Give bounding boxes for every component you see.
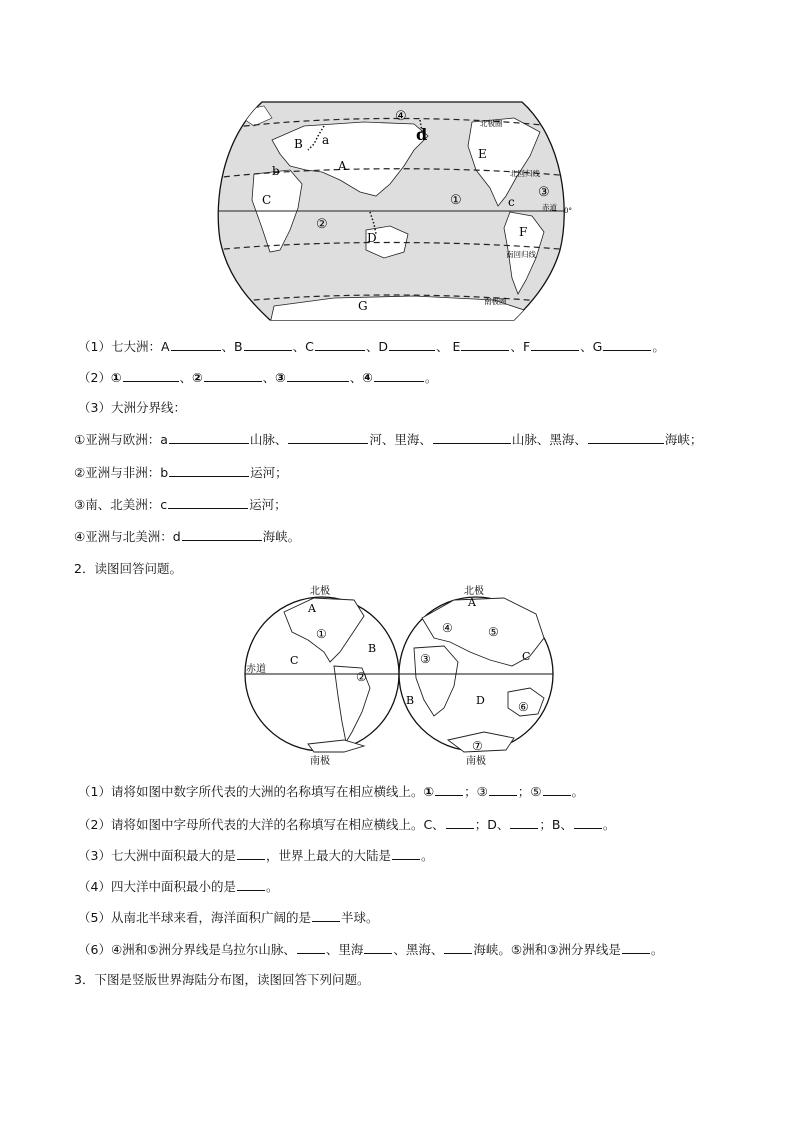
- hemi-left-label-2: ②: [356, 670, 367, 684]
- q2-s6-b: 、里海: [325, 942, 364, 957]
- q2-sub2: [78, 816, 615, 833]
- answer-blank-strait[interactable]: [444, 941, 472, 954]
- label-tropic-capricorn: 南回归线: [506, 250, 536, 259]
- q1-l4-lead: ④亚洲与北美洲：d: [74, 529, 181, 544]
- q2-s6-c: 、黑海、: [393, 942, 444, 957]
- answer-blank-B[interactable]: [244, 338, 292, 351]
- q2-title-text: 2．读图回答问题。: [74, 561, 182, 576]
- q2-s1-a: ①: [423, 784, 435, 799]
- q1-l2-lead: ②亚洲与非洲：b: [74, 465, 169, 480]
- q1-p2-label-4: ④: [362, 370, 373, 385]
- hemispheres-map: [244, 582, 554, 770]
- answer-blank-a4[interactable]: [588, 431, 664, 444]
- answer-blank-ocean-C[interactable]: [446, 816, 474, 829]
- answer-blank-ocean-3[interactable]: [287, 369, 349, 382]
- answer-blank-b[interactable]: [169, 464, 249, 477]
- q2-s6-end: 。: [650, 942, 664, 957]
- world-map: [214, 100, 570, 322]
- answer-blank-E[interactable]: [461, 338, 509, 351]
- hemi-right-label-B: B: [406, 694, 415, 707]
- answer-blank-largest-continent[interactable]: [237, 847, 265, 860]
- q1-l1-t3: 山脉、黑海、: [511, 432, 587, 447]
- label-F: F: [519, 225, 528, 239]
- answer-blank-ocean-2[interactable]: [204, 369, 262, 382]
- hemi-left-label-1: ①: [316, 627, 327, 641]
- hemi-right-label-A: A: [468, 596, 476, 609]
- label-b: b: [272, 164, 280, 178]
- q2-s4-a: （4）四大洋中面积最小的是: [78, 879, 236, 894]
- q2-sub4: [78, 878, 278, 895]
- label-C: C: [262, 193, 272, 207]
- q1-p1-label-E: E: [452, 339, 461, 354]
- hemi-right-label-D: D: [476, 694, 485, 707]
- q1-l2-t1: 运河；: [250, 465, 288, 480]
- q2-s2-b: ；D、: [474, 817, 510, 832]
- answer-blank-ocean-B[interactable]: [574, 816, 602, 829]
- hemi-right-label-4: ④: [442, 621, 453, 635]
- q2-s1-text: （1）请将如图中数字所代表的大洲的名称填写在相应横线上。: [78, 784, 424, 799]
- q1-l3-t1: 运河；: [249, 497, 287, 512]
- q2-s3-b: ，世界上最大的大陆是: [265, 848, 391, 863]
- label-tropic-cancer: 北回归线: [510, 169, 540, 178]
- hemi-right-label-3: ③: [420, 652, 431, 666]
- q1-p2-label-3: ③: [275, 370, 286, 385]
- label-G: G: [358, 299, 368, 313]
- q2-s1-c: ；⑤: [517, 784, 542, 799]
- q2-s2-c: ；B、: [539, 817, 573, 832]
- q1-p1-label-C: C: [305, 339, 314, 354]
- q2-sub1: [78, 783, 584, 800]
- answer-blank-a1[interactable]: [169, 431, 249, 444]
- q1-l1-lead: ①亚洲与欧洲：a: [74, 432, 168, 447]
- answer-blank-D[interactable]: [389, 338, 435, 351]
- q1-boundary-asia-africa: [74, 464, 288, 481]
- answer-blank-ocean-D[interactable]: [510, 816, 538, 829]
- q1-l1-t2: 河、里海、: [369, 432, 432, 447]
- label-B: B: [294, 137, 303, 151]
- q1-part1: （1）七大洲：A 、B 、C 、D 、 E 、F 、G 。: [78, 339, 665, 354]
- answer-blank-F[interactable]: [531, 338, 579, 351]
- ocean-label-3: ③: [538, 185, 550, 200]
- answer-blank-hemisphere[interactable]: [312, 909, 340, 922]
- q1-p2-prefix: （2）: [78, 370, 111, 385]
- q3-title: [74, 972, 369, 988]
- q2-s6-a: （6）④洲和⑤洲分界线是乌拉尔山脉、: [78, 942, 296, 957]
- answer-blank-boundary[interactable]: [622, 941, 650, 954]
- answer-blank-C[interactable]: [315, 338, 365, 351]
- q2-s2-end: 。: [602, 817, 616, 832]
- q1-p1-end: 。: [652, 339, 665, 354]
- hemispheres-map-svg: [244, 582, 554, 770]
- label-A: A: [338, 159, 347, 173]
- q2-sub6: [78, 941, 663, 958]
- label-E: E: [478, 147, 487, 161]
- label-equator-hemi: 赤道: [246, 664, 266, 675]
- q2-s6-d: 海峡。⑤洲和③洲分界线是: [473, 942, 621, 957]
- label-north-pole-left: 北极: [310, 586, 330, 597]
- label-equator-degree: 0°: [564, 207, 572, 215]
- ocean-label-1: ①: [450, 193, 462, 208]
- q1-part3-title: [78, 400, 186, 416]
- label-antarctic-circle: 南极圈: [484, 297, 507, 306]
- q1-boundary-americas: [74, 496, 287, 513]
- q1-p1-label-D: D: [378, 339, 389, 354]
- q1-p1-label-G: G: [592, 339, 603, 354]
- q2-s2-text: （2）请将如图中字母所代表的大洋的名称填写在相应横线上。C、: [78, 817, 445, 832]
- answer-blank-ocean-4[interactable]: [374, 369, 424, 382]
- hemi-right-label-6: ⑥: [518, 700, 529, 714]
- label-a: a: [322, 133, 330, 147]
- label-D: D: [367, 231, 377, 245]
- q1-l4-t1: 海峡。: [262, 529, 301, 544]
- answer-blank-cont-3[interactable]: [489, 783, 517, 796]
- q1-p2-label-2: ②: [192, 370, 203, 385]
- answer-blank-river[interactable]: [297, 941, 325, 954]
- hemi-left-label-C: C: [290, 654, 299, 667]
- label-equator: 赤道: [542, 203, 557, 212]
- hemi-right-label-7: ⑦: [472, 739, 483, 753]
- q3-title-text: 3．下图是竖版世界海陆分布图，读图回答下列问题。: [74, 972, 370, 987]
- q2-s4-end: 。: [265, 879, 279, 894]
- q2-s3-end: 。: [420, 848, 434, 863]
- q1-l3-lead: ③南、北美洲：c: [74, 497, 168, 512]
- q2-s3-a: （3）七大洲中面积最大的是: [78, 848, 236, 863]
- answer-blank-ocean-1[interactable]: [123, 369, 179, 382]
- q1-boundary-asia-europe: [74, 431, 702, 448]
- q2-s1-end: 。: [571, 784, 585, 799]
- q2-title: [74, 561, 182, 577]
- answer-blank-A[interactable]: [171, 338, 221, 351]
- q2-s5-b: 半球。: [340, 910, 379, 925]
- answer-blank-a3[interactable]: [433, 431, 511, 444]
- hemi-right-label-C: C: [522, 650, 531, 663]
- answer-blank-cont-5[interactable]: [543, 783, 571, 796]
- answer-blank-mountains[interactable]: [364, 941, 392, 954]
- hemi-left-label-A: A: [308, 602, 316, 615]
- answer-blank-d[interactable]: [182, 528, 262, 541]
- ocean-label-4: ④: [395, 109, 407, 124]
- q2-s1-b: ；③: [464, 784, 488, 799]
- label-c: c: [508, 195, 515, 209]
- q1-p3-title: （3）大洲分界线：: [78, 400, 186, 415]
- q1-p1-label-F: F: [522, 339, 531, 354]
- answer-blank-largest-mainland[interactable]: [392, 847, 420, 860]
- q1-p2-end: 。: [424, 370, 438, 385]
- label-arctic-circle: 北极圈: [480, 119, 503, 128]
- answer-blank-c[interactable]: [168, 496, 248, 509]
- q1-l1-t1: 山脉、: [249, 432, 288, 447]
- q1-part2: （2）① 、② 、③ 、④ 。: [78, 370, 438, 385]
- answer-blank-smallest-ocean[interactable]: [237, 878, 265, 891]
- hemi-left-label-B: B: [368, 642, 377, 655]
- q1-p1-prefix: （1）七大洲：: [78, 339, 161, 354]
- q2-sub5: [78, 909, 378, 926]
- hemi-right-label-5: ⑤: [488, 625, 499, 639]
- label-south-pole-right: 南极: [466, 756, 486, 767]
- q1-boundary-asia-namerica: [74, 528, 300, 545]
- answer-blank-a2[interactable]: [288, 431, 368, 444]
- label-d: d: [416, 125, 428, 144]
- label-south-pole-left: 南极: [310, 756, 330, 767]
- q1-p2-label-1: ①: [110, 370, 122, 385]
- ocean-label-2: ②: [316, 217, 328, 232]
- answer-blank-cont-1[interactable]: [435, 783, 463, 796]
- q1-p1-label-A: A: [160, 339, 170, 354]
- q2-sub3: [78, 847, 434, 864]
- world-map-svg: [214, 100, 570, 322]
- q1-l1-t4: 海峡；: [664, 432, 703, 447]
- q2-s5-a: （5）从南北半球来看，海洋面积广阔的是: [78, 910, 311, 925]
- answer-blank-G[interactable]: [603, 338, 651, 351]
- q1-p1-label-B: B: [234, 339, 243, 354]
- label-north-pole-right: 北极: [464, 586, 484, 597]
